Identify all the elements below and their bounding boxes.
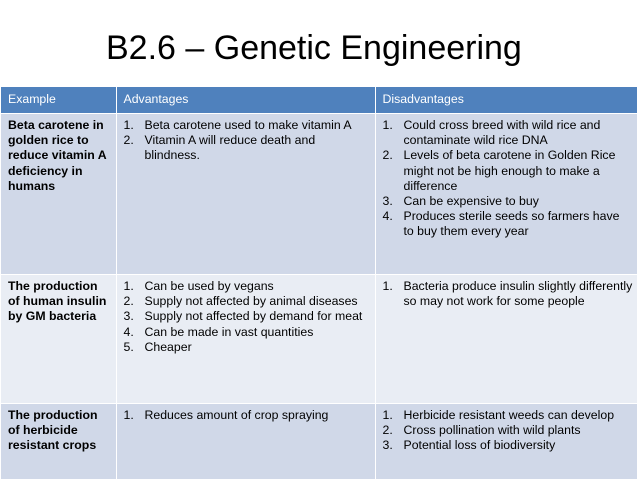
advantages-list — [124, 118, 371, 164]
example-cell: The production of herbicide resistant crops — [1, 404, 116, 479]
disadvantages-list — [383, 408, 634, 454]
list-item: 1. Could cross breed with wild rice and contaminate wild rice DNA — [382, 118, 601, 148]
disadvantages-cell — [375, 114, 637, 275]
list-item-text: Beta carotene used to make vitamin A — [144, 118, 352, 132]
example-cell: The production of human insulin by GM bacteria — [1, 275, 116, 404]
list-item: 3. Potential loss of biodiversity — [382, 438, 556, 453]
genetic-engineering-table — [1, 87, 637, 479]
list-item: 1. Bacteria produce insulin slightly differently so may not work for some people — [382, 279, 633, 309]
advantages-list — [124, 408, 371, 423]
list-item: 3. Supply not affected by demand for meat — [123, 309, 363, 324]
list-item-text: Bacteria produce insulin slightly differently so may not work for some people — [403, 279, 633, 309]
list-item-text: Can be expensive to buy — [403, 194, 539, 209]
list-item-text: Produces sterile seeds so farmers have to buy them every year — [403, 209, 620, 239]
advantages-cell — [116, 114, 375, 275]
list-item-text: Could cross breed with wild rice and contaminate wild rice DNA — [403, 118, 601, 148]
list-item-text: Vitamin A will reduce death and blindness. — [144, 133, 316, 163]
list-item-text: Reduces amount of crop spraying — [144, 408, 329, 422]
list-item: 2. Cross pollination with wild plants — [382, 423, 581, 438]
list-item: 2. Supply not affected by animal diseases — [123, 294, 358, 309]
list-item-text: Potential loss of biodiversity — [403, 438, 556, 453]
table-header-row — [1, 87, 637, 114]
disadvantages-list — [383, 118, 634, 240]
slide-title: B2.6 – Genetic Engineering — [106, 29, 522, 67]
header-disadvantages: Disadvantages — [375, 87, 637, 114]
list-item-text: Supply not affected by demand for meat — [144, 309, 363, 324]
advantages-list — [124, 279, 371, 355]
disadvantages-cell — [375, 404, 637, 479]
example-cell: Beta carotene in golden rice to reduce vitamin A deficiency in humans — [1, 114, 116, 275]
list-item-text: Cheaper — [144, 339, 192, 354]
table-row — [1, 404, 637, 479]
list-item: 4. Can be made in vast quantities — [123, 324, 314, 339]
table-row — [1, 275, 637, 404]
disadvantages-cell — [375, 275, 637, 404]
advantages-cell — [116, 275, 375, 404]
list-item: 1. Can be used by vegans — [123, 279, 274, 293]
list-item-text: Herbicide resistant weeds can develop — [403, 408, 615, 422]
advantages-cell — [116, 404, 375, 479]
list-item: 1. Reduces amount of crop spraying — [123, 408, 329, 422]
list-item-text: Can be made in vast quantities — [144, 324, 314, 339]
header-example: Example — [1, 87, 116, 114]
list-item: 2. Levels of beta carotene in Golden Rice might not be high enough to make a difference — [382, 148, 616, 193]
list-item-text: Cross pollination with wild plants — [403, 423, 581, 438]
list-item: 4. Produces sterile seeds so farmers have to buy them every year — [382, 209, 620, 239]
header-advantages: Advantages — [116, 87, 375, 114]
list-item-text: Can be used by vegans — [144, 279, 274, 293]
disadvantages-list — [383, 279, 634, 309]
list-item: 2. Vitamin A will reduce death and blindness. — [123, 133, 316, 163]
list-item: 1. Beta carotene used to make vitamin A — [123, 118, 352, 132]
list-item-text: Supply not affected by animal diseases — [144, 294, 358, 309]
list-item: 3. Can be expensive to buy — [382, 194, 539, 209]
list-item-text: Levels of beta carotene in Golden Rice might not be high enough to make a difference — [403, 148, 616, 193]
list-item: 5. Cheaper — [123, 339, 192, 354]
list-item: 1. Herbicide resistant weeds can develop — [382, 408, 615, 422]
table-row — [1, 114, 637, 275]
